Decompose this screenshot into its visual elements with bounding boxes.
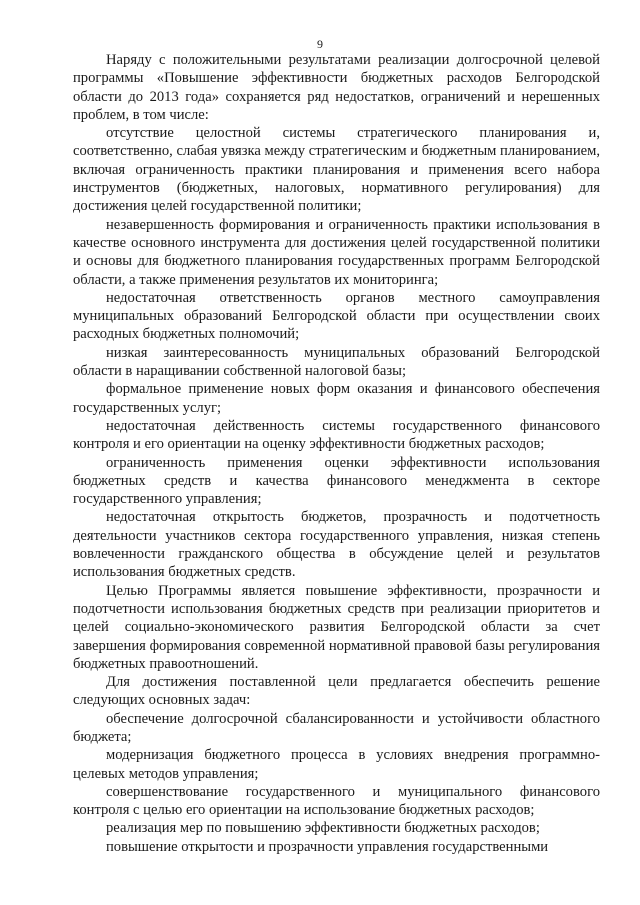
problem-item-tax-base: низкая заинтересованность муниципальных образований Белгородской области в наращивании собственной налоговой базы; — [73, 344, 600, 380]
problem-item-state-programs: незавершенность формирования и ограниченность практики использования в качестве основного инструмента для достижения целей государственной политики и основы для бюджетного планирования государственных программ Белгородской области, а также применения результатов их мониторинга; — [73, 216, 600, 288]
problem-item-financial-control: недостаточная действенность системы государственного финансового контроля и его ориентации на оценку эффективности бюджетных расходов; — [73, 417, 600, 453]
problem-item-strategic-planning: отсутствие целостной системы стратегического планирования и, соответственно, слабая увязка между стратегическим и бюджетным планированием, включая ограниченность практики планирования и применения всего набора инструментов (бюджетных, налоговых, нормативного регулирования) для достижения целей государственной политики; — [73, 125, 600, 215]
tasks-intro-paragraph: Для достижения поставленной цели предлагается обеспечить решение следующих основных задач: — [73, 674, 600, 709]
problem-item-transparency: недостаточная открытость бюджетов, прозрачность и подотчетность деятельности участников сектора государственного управления, низкая степень вовлеченности гражданского общества в обсуждение целей и результатов использования бюджетных средств. — [73, 509, 600, 581]
task-item-budget-balance: обеспечение долгосрочной сбалансированности и устойчивости областного бюджета; — [73, 710, 600, 745]
page-body — [73, 51, 600, 856]
problem-item-state-services: формальное применение новых форм оказания и финансового обеспечения государственных услуг; — [73, 381, 600, 416]
task-item-budget-process: модернизация бюджетного процесса в условиях внедрения программно-целевых методов управления; — [73, 747, 600, 782]
intro-paragraph: Наряду с положительными результатами реализации долгосрочной целевой программы «Повышение эффективности бюджетных расходов Белгородской области до 2013 года» сохраняется ряд недостатков, ограничений и нерешенных проблем, в том числе: — [73, 52, 600, 123]
problem-item-local-responsibility: недостаточная ответственность органов местного самоуправления муниципальных образований Белгородской области при осуществлении своих расходных бюджетных полномочий; — [73, 289, 600, 343]
problem-item-efficiency-evaluation: ограниченность применения оценки эффективности использования бюджетных средств и качества финансового менеджмента в секторе государственного управления; — [73, 454, 600, 508]
task-item-financial-control: совершенствование государственного и муниципального финансового контроля с целью его ориентации на использование бюджетных расходов; — [73, 783, 600, 819]
task-item-openness: повышение открытости и прозрачности управления государственными — [106, 838, 549, 855]
task-item-spending-efficiency: реализация мер по повышению эффективности бюджетных расходов; — [106, 820, 540, 837]
program-goal-paragraph: Целью Программы является повышение эффективности, прозрачности и подотчетности использования бюджетных средств при реализации приоритетов и целей социально-экономического развития Белгородской области за счет завершения формирования современной нормативной правовой базы регулирования бюджетных правоотношений. — [73, 582, 600, 672]
page-number: 9 — [317, 37, 323, 51]
